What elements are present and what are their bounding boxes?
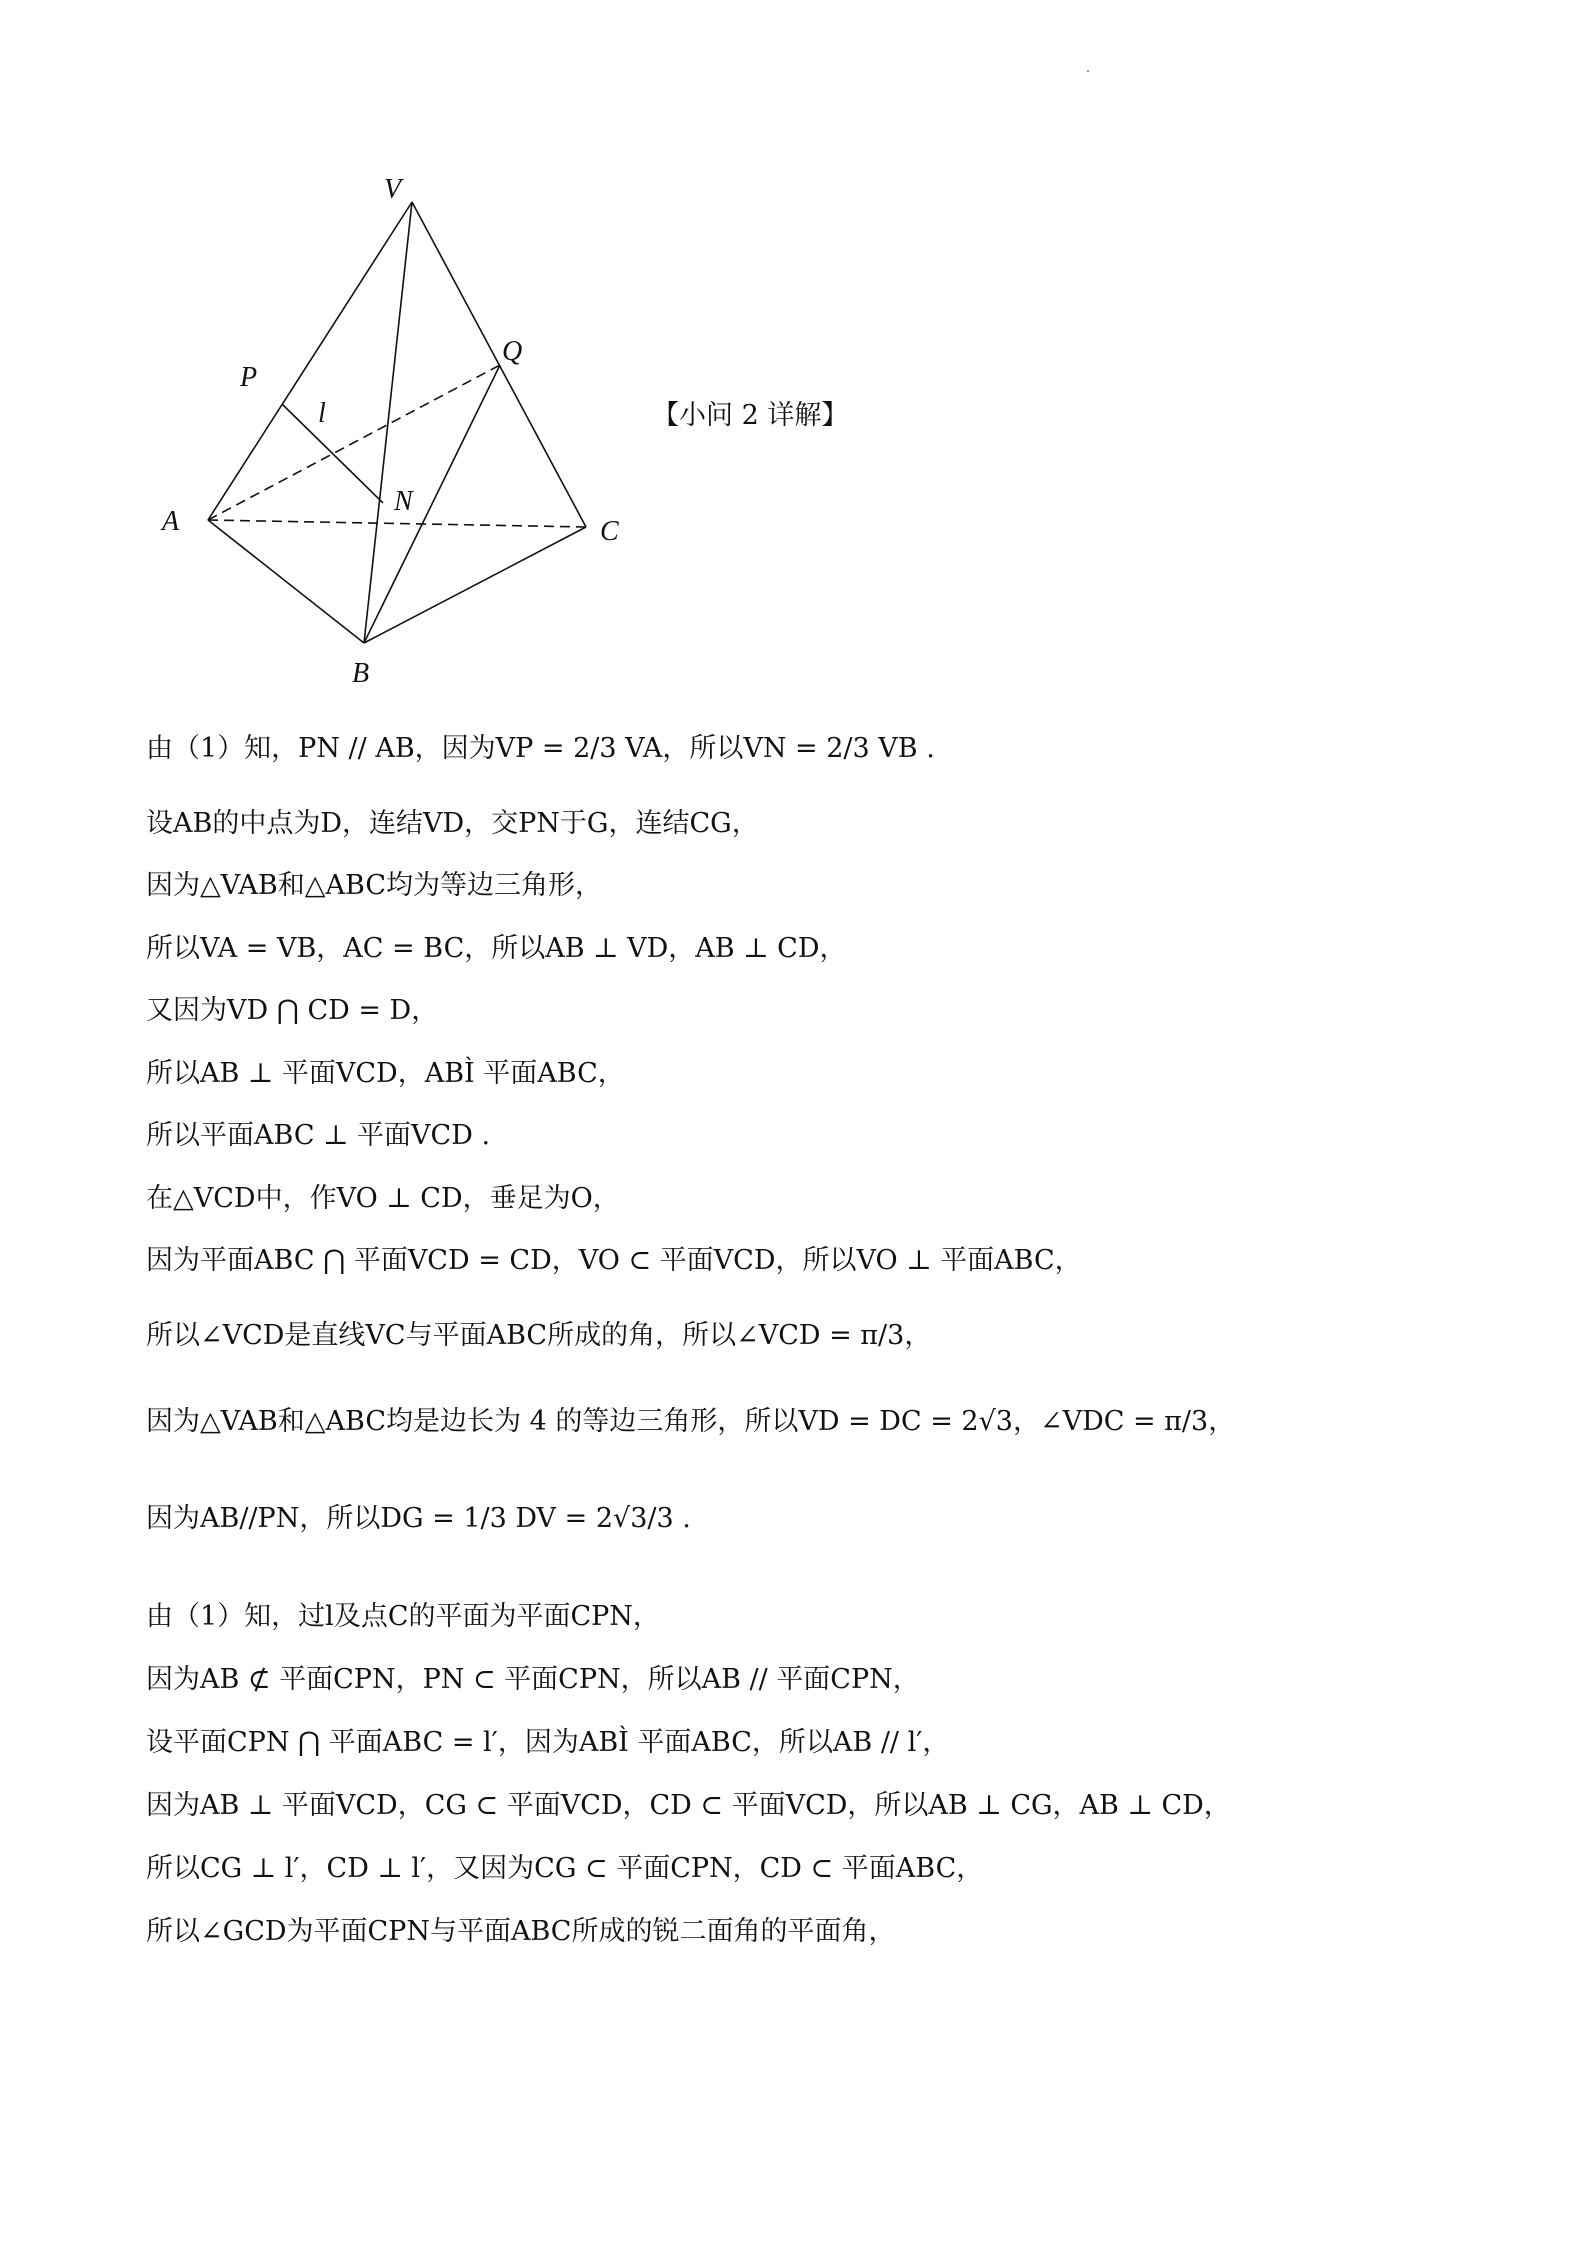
label-l: l [318,398,326,429]
line-11: 因为△VAB和△ABC均是边长为 4 的等边三角形，所以VD = DC = 2√3，∠VDC = π/3， [146,1406,1236,1437]
label-C: C [600,516,619,547]
edge-BC [364,527,586,643]
edge-VB [364,202,412,643]
line-13: 由（1）知，过l及点C的平面为平面CPN， [146,1601,660,1632]
label-N: N [394,486,413,517]
edge-VA [208,202,412,520]
line-2: 设AB的中点为D，连结VD，交PN于G，连结CG， [146,808,759,839]
line-5: 又因为VD ⋂ CD = D， [146,995,439,1026]
label-V: V [384,174,402,205]
line-14: 因为AB ⊄ 平面CPN，PN ⊂ 平面CPN，所以AB // 平面CPN， [146,1664,920,1695]
label-Q: Q [502,336,523,367]
edge-VC [412,202,586,527]
line-4: 所以VA = VB，AC = BC，所以AB ⊥ VD，AB ⊥ CD， [146,933,847,964]
line-7: 所以平面ABC ⊥ 平面VCD . [146,1120,491,1151]
line-12: 因为AB//PN，所以DG = 1/3 DV = 2√3/3 . [146,1503,691,1534]
line-15: 设平面CPN ⋂ 平面ABC = l′，因为ABÌ 平面ABC，所以AB // l′， [146,1727,950,1758]
edge-AB [208,520,364,643]
line-6: 所以AB ⊥ 平面VCD，ABÌ 平面ABC， [146,1058,625,1089]
section-heading: 【小问 2 详解】 [652,400,849,431]
segment-BQ [364,365,500,643]
tetrahedron-figure [140,160,660,700]
edge-AC-dashed [208,520,586,527]
line-l-PN [282,404,383,503]
label-A: A [162,506,180,537]
speck [1087,70,1089,72]
line-17: 所以CG ⊥ l′，CD ⊥ l′，又因为CG ⊂ 平面CPN，CD ⊂ 平面ABC， [146,1853,984,1884]
line-18: 所以∠GCD为平面CPN与平面ABC所成的锐二面角的平面角， [146,1916,896,1947]
line-16: 因为AB ⊥ 平面VCD，CG ⊂ 平面VCD，CD ⊂ 平面VCD，所以AB ⊥ CG，AB ⊥ CD， [146,1790,1231,1821]
line-1: 由（1）知，PN // AB，因为VP = 2/3 VA，所以VN = 2/3 VB . [146,733,935,764]
label-B: B [352,658,370,689]
label-P: P [240,362,258,393]
line-9: 因为平面ABC ⋂ 平面VCD = CD，VO ⊂ 平面VCD，所以VO ⊥ 平面ABC， [146,1245,1082,1276]
line-10: 所以∠VCD是直线VC与平面ABC所成的角，所以∠VCD = π/3， [146,1320,932,1351]
line-3: 因为△VAB和△ABC均为等边三角形， [146,870,603,901]
line-8: 在△VCD中，作VO ⊥ CD，垂足为O， [146,1183,620,1214]
